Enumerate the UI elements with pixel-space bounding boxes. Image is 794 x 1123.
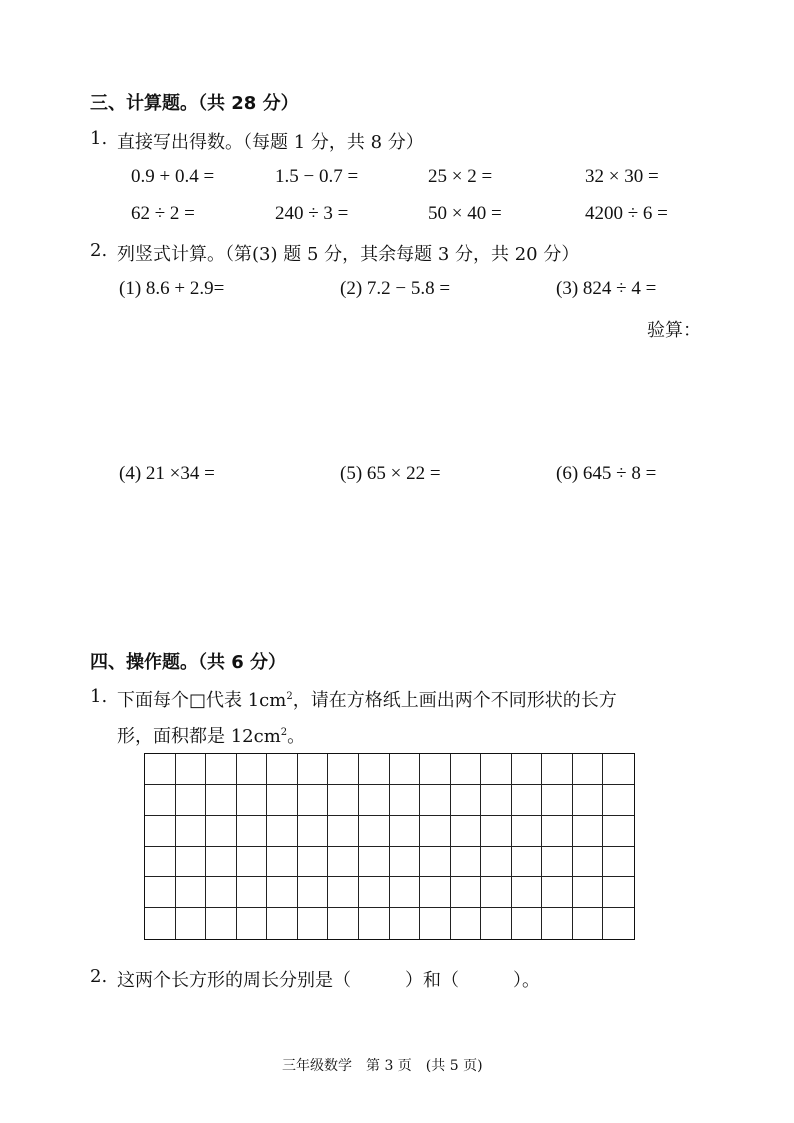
grid-cell[interactable]	[481, 908, 512, 939]
grid-cell[interactable]	[542, 754, 573, 785]
grid-cell[interactable]	[512, 816, 543, 847]
grid-cell[interactable]	[420, 816, 451, 847]
grid-cell[interactable]	[176, 816, 207, 847]
grid-cell[interactable]	[451, 785, 482, 816]
oral-item-8: 4200 ÷ 6 =	[585, 203, 668, 224]
grid-cell[interactable]	[481, 816, 512, 847]
check-label: 验算：	[647, 320, 701, 341]
q2-instruction: 列竖式计算。（第(3) 题 5 分，其余每题 3 分，共 20 分）	[117, 244, 580, 265]
vertical-calc-6: (6) 645 ÷ 8 =	[556, 463, 657, 484]
grid-cell[interactable]	[603, 754, 634, 785]
grid-cell[interactable]	[145, 847, 176, 878]
grid-cell[interactable]	[145, 908, 176, 939]
grid-cell[interactable]	[512, 847, 543, 878]
grid-cell[interactable]	[237, 754, 268, 785]
grid-cell[interactable]	[298, 816, 329, 847]
grid-cell[interactable]	[451, 877, 482, 908]
grid-cell[interactable]	[512, 785, 543, 816]
grid-cell[interactable]	[481, 754, 512, 785]
oral-item-5: 62 ÷ 2 =	[131, 203, 195, 224]
grid-cell[interactable]	[206, 847, 237, 878]
grid-cell[interactable]	[328, 754, 359, 785]
grid-cell[interactable]	[390, 847, 421, 878]
grid-cell[interactable]	[176, 847, 207, 878]
grid-cell[interactable]	[298, 785, 329, 816]
grid-cell[interactable]	[451, 847, 482, 878]
grid-cell[interactable]	[298, 847, 329, 878]
grid-cell[interactable]	[390, 816, 421, 847]
grid-cell[interactable]	[176, 908, 207, 939]
grid-cell[interactable]	[206, 754, 237, 785]
vertical-calc-2: (2) 7.2 − 5.8 =	[340, 278, 451, 299]
q1-instruction: 直接写出得数。（每题 1 分，共 8 分）	[117, 132, 424, 153]
grid-cell[interactable]	[542, 877, 573, 908]
grid-cell[interactable]	[573, 754, 604, 785]
s4-q2-text: 这两个长方形的周长分别是（ ）和（ ）。	[117, 970, 540, 991]
grid-cell[interactable]	[603, 785, 634, 816]
grid-cell[interactable]	[542, 816, 573, 847]
grid-cell[interactable]	[328, 816, 359, 847]
vertical-calc-5: (5) 65 × 22 =	[340, 463, 441, 484]
q1-number: 1.	[90, 128, 108, 149]
oral-item-1: 0.9 + 0.4 =	[131, 166, 215, 187]
grid-cell[interactable]	[359, 847, 390, 878]
q2-number: 2.	[90, 240, 108, 261]
s4-q1-line2: 形，面积都是 $12cm^2$。	[117, 726, 306, 747]
grid-cell[interactable]	[603, 847, 634, 878]
grid-cell[interactable]	[359, 785, 390, 816]
vertical-calc-4: (4) 21 ×34 =	[119, 463, 215, 484]
grid-cell[interactable]	[206, 816, 237, 847]
grid-cell[interactable]	[145, 877, 176, 908]
grid-cell[interactable]	[359, 877, 390, 908]
grid-cell[interactable]	[542, 785, 573, 816]
oral-item-3: 25 × 2 =	[428, 166, 493, 187]
grid-cell[interactable]	[267, 877, 298, 908]
grid-cell[interactable]	[573, 847, 604, 878]
grid-cell[interactable]	[237, 847, 268, 878]
grid-cell[interactable]	[267, 754, 298, 785]
s4-q2-number: 2.	[90, 966, 108, 987]
section3-heading: 三、计算题。（共 28 分）	[90, 93, 299, 114]
grid-cell[interactable]	[237, 908, 268, 939]
grid-cell[interactable]	[603, 816, 634, 847]
grid-cell[interactable]	[420, 847, 451, 878]
grid-cell[interactable]	[603, 908, 634, 939]
grid-cell[interactable]	[176, 754, 207, 785]
grid-cell[interactable]	[451, 816, 482, 847]
grid-cell[interactable]	[390, 754, 421, 785]
grid-cell[interactable]	[359, 754, 390, 785]
grid-cell[interactable]	[451, 908, 482, 939]
grid-cell[interactable]	[512, 908, 543, 939]
grid-cell[interactable]	[573, 816, 604, 847]
oral-item-6: 240 ÷ 3 =	[275, 203, 349, 224]
grid-cell[interactable]	[481, 785, 512, 816]
grid-cell[interactable]	[420, 785, 451, 816]
grid-cell[interactable]	[328, 847, 359, 878]
grid-cell[interactable]	[267, 847, 298, 878]
section4-heading: 四、操作题。（共 6 分）	[90, 652, 287, 673]
grid-cell[interactable]	[481, 847, 512, 878]
grid-cell[interactable]	[298, 754, 329, 785]
grid-cell[interactable]	[328, 908, 359, 939]
grid-cell[interactable]	[573, 908, 604, 939]
grid-cell[interactable]	[359, 816, 390, 847]
grid-cell[interactable]	[481, 877, 512, 908]
grid-cell[interactable]	[237, 877, 268, 908]
grid-cell[interactable]	[603, 877, 634, 908]
grid-cell[interactable]	[206, 908, 237, 939]
grid-cell[interactable]	[542, 847, 573, 878]
grid-cell[interactable]	[176, 877, 207, 908]
vertical-calc-1: (1) 8.6 + 2.9=	[119, 278, 225, 299]
grid-cell[interactable]	[267, 908, 298, 939]
grid-cell[interactable]	[390, 877, 421, 908]
grid-cell[interactable]	[328, 785, 359, 816]
grid-cell[interactable]	[328, 877, 359, 908]
grid-cell[interactable]	[420, 877, 451, 908]
page-footer: 三年级数学 第 3 页 (共 5 页)	[282, 1058, 483, 1074]
grid-cell[interactable]	[237, 816, 268, 847]
oral-item-7: 50 × 40 =	[428, 203, 502, 224]
grid-cell[interactable]	[542, 908, 573, 939]
grid-cell[interactable]	[512, 877, 543, 908]
grid-cell[interactable]	[145, 785, 176, 816]
grid-cell[interactable]	[145, 754, 176, 785]
grid-cell[interactable]	[420, 754, 451, 785]
s4-q1-number: 1.	[90, 686, 108, 707]
grid-cell[interactable]	[451, 754, 482, 785]
square-grid-paper[interactable]	[144, 753, 635, 940]
grid-cell[interactable]	[206, 877, 237, 908]
grid-cell[interactable]	[573, 877, 604, 908]
grid-cell[interactable]	[267, 816, 298, 847]
grid-cell[interactable]	[390, 785, 421, 816]
grid-cell[interactable]	[176, 785, 207, 816]
grid-cell[interactable]	[145, 816, 176, 847]
grid-cell[interactable]	[390, 908, 421, 939]
grid-cell[interactable]	[298, 877, 329, 908]
grid-cell[interactable]	[267, 785, 298, 816]
grid-cell[interactable]	[573, 785, 604, 816]
oral-item-4: 32 × 30 =	[585, 166, 659, 187]
vertical-calc-3: (3) 824 ÷ 4 =	[556, 278, 657, 299]
grid-cell[interactable]	[206, 785, 237, 816]
grid-cell[interactable]	[420, 908, 451, 939]
grid-cell[interactable]	[237, 785, 268, 816]
grid-cell[interactable]	[359, 908, 390, 939]
grid-cell[interactable]	[512, 754, 543, 785]
s4-q1-line1: 下面每个□代表 $1cm^2$，请在方格纸上画出两个不同形状的长方	[117, 690, 617, 711]
oral-item-2: 1.5 − 0.7 =	[275, 166, 359, 187]
grid-cell[interactable]	[298, 908, 329, 939]
